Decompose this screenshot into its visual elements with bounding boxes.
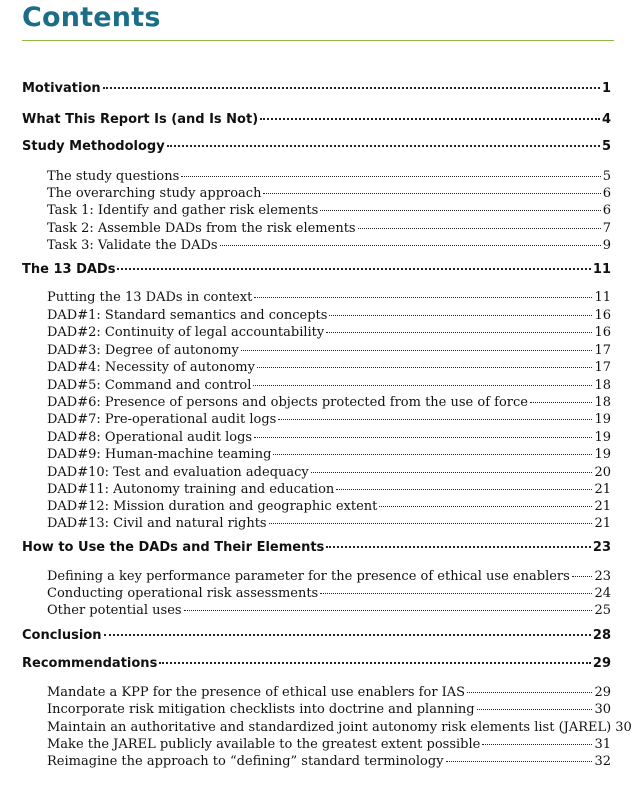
toc-subsection-entry[interactable]: [47, 378, 611, 393]
toc-entry-title: How to Use the DADs and Their Elements: [22, 540, 325, 555]
toc-entry-title: DAD#2: Continuity of legal accountability: [47, 325, 325, 340]
toc-entry-title: The overarching study approach: [47, 186, 262, 201]
dot-leader: [184, 610, 593, 611]
dot-leader: [326, 332, 592, 333]
dot-leader: [446, 761, 593, 762]
toc-entry-title: Conducting operational risk assessments: [47, 586, 319, 601]
toc-entry-title: Maintain an authoritative and standardized joint autonomy risk elements list (JAREL): [47, 720, 612, 735]
toc-page-number: 32: [594, 754, 611, 769]
toc-page-number: 23: [594, 569, 611, 584]
dot-leader: [117, 268, 590, 270]
toc-page-number: 21: [594, 482, 611, 497]
toc-page-number: 4: [601, 112, 611, 127]
toc-entry-title: DAD#5: Command and control: [47, 378, 252, 393]
toc-page-number: 18: [594, 395, 611, 410]
toc-entry-title: Other potential uses: [47, 603, 182, 618]
dot-leader: [181, 176, 600, 177]
dot-leader: [104, 634, 591, 636]
toc-entry-title: Task 1: Identify and gather risk elements: [47, 203, 319, 218]
dot-leader: [320, 210, 600, 211]
toc-entry-title: Defining a key performance parameter for the presence of ethical use enablers: [47, 569, 570, 584]
toc-subsection-entry[interactable]: [47, 516, 611, 531]
toc-page-number: 9: [602, 238, 611, 253]
toc-subsection-entry[interactable]: [47, 290, 611, 305]
toc-section-entry[interactable]: [22, 112, 611, 127]
dot-leader: [326, 546, 591, 548]
toc-entry-title: Recommendations: [22, 656, 158, 671]
toc-entry-title: The 13 DADs: [22, 262, 116, 277]
toc-subsection-entry[interactable]: [47, 586, 611, 601]
toc-entry-title: DAD#1: Standard semantics and concepts: [47, 308, 328, 323]
toc-entry-title: Task 2: Assemble DADs from the risk elements: [47, 221, 356, 236]
toc-entry-title: Make the JAREL publicly available to the greatest extent possible: [47, 737, 481, 752]
dot-leader: [482, 744, 592, 745]
toc-entry-title: DAD#6: Presence of persons and objects protected from the use of force: [47, 395, 528, 410]
toc-entry-title: DAD#4: Necessity of autonomy: [47, 360, 255, 375]
toc-section-entry[interactable]: [22, 262, 611, 277]
dot-leader: [329, 315, 592, 316]
toc-subsection-entry[interactable]: [47, 395, 611, 410]
toc-page-number: 17: [594, 360, 611, 375]
toc-entry-title: Motivation: [22, 81, 101, 96]
dot-leader: [103, 87, 600, 89]
toc-page-number: 1: [601, 81, 611, 96]
toc-page-number: 19: [594, 447, 611, 462]
toc-entry-title: Reimagine the approach to “defining” standard terminology: [47, 754, 444, 769]
toc-entry-title: DAD#9: Human-machine teaming: [47, 447, 272, 462]
toc-page-number: 19: [594, 430, 611, 445]
dot-leader: [477, 709, 593, 710]
toc-entry-title: DAD#3: Degree of autonomy: [47, 343, 239, 358]
toc-entry-title: DAD#7: Pre-operational audit logs: [47, 412, 277, 427]
toc-entry-title: Incorporate risk mitigation checklists into doctrine and planning: [47, 702, 475, 717]
title-rule: [22, 40, 614, 41]
dot-leader: [254, 437, 592, 438]
toc-page-number: 6: [602, 186, 611, 201]
dot-leader: [269, 523, 593, 524]
toc-entry-title: What This Report Is (and Is Not): [22, 112, 259, 127]
toc-section-entry[interactable]: [22, 81, 611, 96]
toc-page-number: 18: [594, 378, 611, 393]
toc-page-number: 21: [594, 516, 611, 531]
dot-leader: [263, 193, 600, 194]
toc-page-number: 30: [615, 720, 632, 735]
toc-page-number: 7: [602, 221, 611, 236]
toc-entry-title: DAD#12: Mission duration and geographic extent: [47, 499, 378, 514]
toc-page-number: 20: [594, 465, 611, 480]
toc-subsection-entry[interactable]: [47, 169, 611, 184]
toc-entry-title: DAD#10: Test and evaluation adequacy: [47, 465, 309, 480]
dot-leader: [220, 245, 601, 246]
toc-page-number: 23: [592, 540, 611, 555]
toc-subsection-entry[interactable]: [47, 430, 611, 445]
toc-subsection-entry[interactable]: [47, 447, 611, 462]
toc-subsection-entry[interactable]: [47, 737, 611, 752]
toc-subsection-entry[interactable]: [47, 482, 611, 497]
toc-page-number: 19: [594, 412, 611, 427]
toc-entry-title: The study questions: [47, 169, 180, 184]
toc-section-entry[interactable]: [22, 628, 611, 643]
dot-leader: [320, 593, 592, 594]
toc-subsection-entry[interactable]: [47, 465, 611, 480]
toc-page-number: 6: [602, 203, 611, 218]
page-title: Contents: [22, 2, 161, 33]
dot-leader: [572, 576, 593, 577]
toc-entry-title: DAD#8: Operational audit logs: [47, 430, 253, 445]
toc-subsection-entry[interactable]: [47, 702, 611, 717]
toc-page-number: 5: [602, 169, 611, 184]
dot-leader: [336, 489, 592, 490]
toc-subsection-entry[interactable]: [47, 221, 611, 236]
toc-entry-title: Conclusion: [22, 628, 102, 643]
toc-page-number: 25: [594, 603, 611, 618]
dot-leader: [467, 692, 592, 693]
dot-leader: [379, 506, 592, 507]
toc-section-entry[interactable]: [22, 139, 611, 154]
toc-subsection-entry[interactable]: [47, 412, 611, 427]
dot-leader: [257, 367, 592, 368]
toc-subsection-entry[interactable]: [47, 569, 611, 584]
toc-page-number: 11: [592, 262, 611, 277]
toc-subsection-entry[interactable]: [47, 186, 611, 201]
toc-page-number: 11: [594, 290, 611, 305]
dot-leader: [167, 145, 600, 147]
toc-entry-title: Mandate a KPP for the presence of ethical use enablers for IAS: [47, 685, 466, 700]
dot-leader: [530, 402, 592, 403]
toc-page-number: 5: [601, 139, 611, 154]
toc-subsection-entry[interactable]: [47, 754, 611, 769]
dot-leader: [358, 228, 601, 229]
dot-leader: [159, 662, 591, 664]
toc-subsection-entry[interactable]: [47, 325, 611, 340]
toc-subsection-entry[interactable]: [47, 499, 611, 514]
toc-subsection-entry[interactable]: [47, 238, 611, 253]
toc-entry-title: DAD#11: Autonomy training and education: [47, 482, 335, 497]
toc-page-number: 24: [594, 586, 611, 601]
toc-entry-title: Putting the 13 DADs in context: [47, 290, 253, 305]
toc-page-number: 16: [594, 308, 611, 323]
toc-page-number: 17: [594, 343, 611, 358]
toc-section-entry[interactable]: [22, 540, 611, 555]
dot-leader: [241, 350, 593, 351]
dot-leader: [254, 297, 592, 298]
toc-page-number: 28: [592, 628, 611, 643]
dot-leader: [311, 472, 593, 473]
toc-section-entry[interactable]: [22, 656, 611, 671]
dot-leader: [253, 385, 592, 386]
toc-page-number: 30: [594, 702, 611, 717]
toc-subsection-entry[interactable]: [47, 308, 611, 323]
toc-subsection-entry[interactable]: [47, 685, 611, 700]
toc-subsection-entry[interactable]: [47, 343, 611, 358]
toc-page-number: 29: [594, 685, 611, 700]
dot-leader: [278, 419, 592, 420]
toc-subsection-entry[interactable]: [47, 603, 611, 618]
toc-entry-title: DAD#13: Civil and natural rights: [47, 516, 267, 531]
toc-subsection-entry[interactable]: [47, 203, 611, 218]
toc-entry-title: Task 3: Validate the DADs: [47, 238, 218, 253]
dot-leader: [273, 454, 592, 455]
toc-subsection-entry[interactable]: [47, 360, 611, 375]
toc-entry-title: Study Methodology: [22, 139, 165, 154]
toc-page-number: 29: [592, 656, 611, 671]
toc-page-number: 16: [594, 325, 611, 340]
toc-page-number: 31: [594, 737, 611, 752]
dot-leader: [260, 118, 600, 120]
toc-subsection-entry[interactable]: [47, 720, 632, 735]
toc-page-number: 21: [594, 499, 611, 514]
